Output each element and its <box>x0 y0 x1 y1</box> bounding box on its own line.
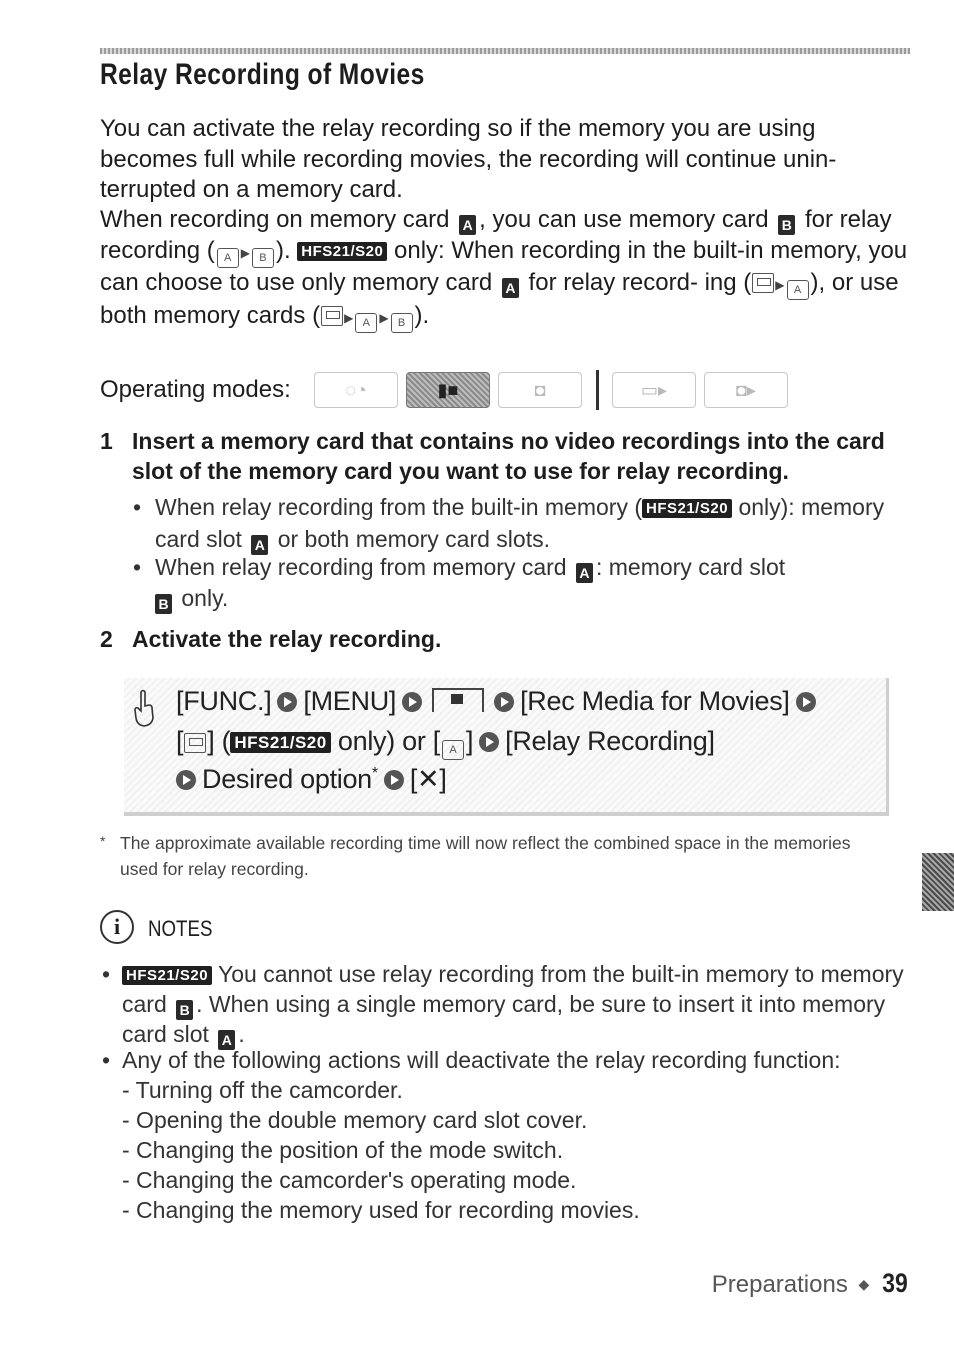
slot-b-icon: B <box>391 313 413 333</box>
touch-hand-icon <box>132 688 158 728</box>
intro-paragraph-2 <box>100 205 910 333</box>
note-1-text-c: . <box>238 1021 245 1047</box>
note-2-text: Any of the following actions will deactivate the relay recording function: <box>122 1047 841 1073</box>
intro-text-1: You can activate the relay recording so if the memory you are using becomes full while recording movies, the recording will continue unin- terrupted on a memory card. <box>100 115 837 203</box>
built-in-memory-icon[interactable] <box>184 733 206 753</box>
bullet-2-text-c: only. <box>181 585 229 611</box>
deactivate-item-3: - Changing the position of the mode switch. <box>122 1137 564 1163</box>
bracket-open: [ <box>176 726 184 756</box>
note-1 <box>100 960 910 1050</box>
step-arrow-icon <box>402 692 422 712</box>
bracket-close: ] <box>207 726 215 756</box>
top-rule <box>100 48 910 54</box>
bullet-dot: • <box>102 1047 111 1073</box>
operating-modes-row <box>100 368 800 412</box>
bullet-dot: • <box>133 554 142 580</box>
slot-a-icon: A <box>787 280 809 300</box>
step-arrow-icon <box>384 770 404 790</box>
built-in-memory-icon <box>321 306 343 326</box>
bracket-close: ] <box>465 726 474 756</box>
model-badge: HFS21/S20 <box>642 499 732 518</box>
footer-section: Preparations <box>711 1271 848 1298</box>
func-button[interactable]: [FUNC.] <box>176 686 272 716</box>
footer-separator: ◆ <box>858 1276 870 1292</box>
deactivate-item-2: - Opening the double memory card slot cover. <box>122 1107 588 1133</box>
intro-text-2a: When recording on memory card <box>100 206 450 233</box>
step-1-bullet-1 <box>133 492 893 552</box>
card-b-icon: B <box>155 594 172 614</box>
relay-arrow-icon: ▶ <box>775 278 785 292</box>
note-1-text-b: . When using a single memory card, be sure to insert it into memory card slot <box>122 991 886 1047</box>
model-badge: HFS21/S20 <box>297 242 387 261</box>
step-arrow-icon <box>494 692 514 712</box>
footnote-text: The approximate available recording time will now reflect the combined space in the memories used for relay recording. <box>120 833 851 879</box>
rec-media-menu-item[interactable]: [Rec Media for Movies] <box>520 686 790 716</box>
procedure-line-2 <box>176 726 715 760</box>
intro-text-2d: ). <box>275 236 291 264</box>
footnote-ref: * <box>371 765 378 782</box>
paren-open: ( <box>221 726 231 756</box>
deactivate-item-4: - Changing the camcorder's operating mode. <box>122 1167 577 1193</box>
footnote-mark: * <box>100 833 106 849</box>
built-in-memory-icon <box>752 273 774 293</box>
card-a-icon: A <box>459 215 476 235</box>
movie-mode-icon: ▮■ <box>406 372 490 408</box>
bullet-1-text-c: or both memory card slots. <box>277 526 550 552</box>
relay-recording-item[interactable]: [Relay Recording] <box>505 726 715 756</box>
page-title: Relay Recording of Movies <box>100 58 425 91</box>
intro-text-2g: ), or use both memory cards ( <box>100 269 899 329</box>
deactivate-item-1: - Turning off the camcorder. <box>122 1077 403 1103</box>
bullet-dot: • <box>102 961 111 987</box>
note-1-text-a: You cannot use relay recording from the built-in memory to memory card <box>122 961 904 1017</box>
bullet-2-text-a: When relay recording from memory card <box>155 554 567 580</box>
intro-text-2h: ). <box>414 301 430 329</box>
card-a-icon: A <box>502 278 519 298</box>
mode-separator <box>596 370 599 410</box>
playback-photo-icon: ◘▸ <box>704 372 788 408</box>
section-thumb-tab <box>922 853 954 911</box>
model-badge: HFS21/S20 <box>122 966 212 985</box>
photo-mode-icon: ◘ <box>498 372 582 408</box>
intro-text-2f: for relay record- ing ( <box>528 269 752 296</box>
card-b-icon: B <box>778 215 795 235</box>
step-arrow-icon <box>479 732 499 752</box>
page-footer <box>712 1268 910 1299</box>
intro-text-2b: , you can use memory card <box>479 206 769 233</box>
intro-text-2c: for relay recording ( <box>100 206 892 264</box>
page-number: 39 <box>882 1268 908 1298</box>
bullet-2-text-b: : memory card slot <box>595 554 786 580</box>
slot-a-icon: A <box>217 248 239 268</box>
intro-paragraph-1 <box>100 114 910 206</box>
step-2-text: Activate the relay recording. <box>132 626 442 652</box>
slot-a-icon[interactable]: A <box>442 740 464 760</box>
slot-b-icon: B <box>252 248 274 268</box>
card-a-icon: A <box>251 535 268 555</box>
step-1-text: Insert a memory card that contains no video recordings into the card slot of the memory card you want to use for relay recording. <box>132 428 885 484</box>
step-arrow-icon <box>176 770 196 790</box>
info-icon: i <box>100 910 134 944</box>
operating-modes-label: Operating modes: <box>100 376 291 403</box>
relay-arrow-icon: ▶ <box>379 310 389 325</box>
model-badge: HFS21/S20 <box>230 732 330 753</box>
only-or-text: only) or <box>337 726 426 756</box>
procedure-line-3 <box>176 764 447 795</box>
camera-setup-menu-icon[interactable] <box>432 688 484 712</box>
bullet-1-text-b: only): memory card slot <box>155 494 885 552</box>
card-a-icon: A <box>218 1030 235 1050</box>
card-a-icon: A <box>576 563 593 583</box>
procedure-line-1 <box>176 686 822 717</box>
step-1-bullet-2 <box>133 552 893 612</box>
step-1-number: 1 <box>100 428 113 454</box>
bullet-dot: • <box>133 494 142 520</box>
notes-label: NOTES <box>148 916 213 941</box>
desired-option[interactable]: Desired option <box>202 764 372 794</box>
menu-procedure-box <box>124 678 889 816</box>
relay-arrow-icon: ▶ <box>344 310 354 325</box>
step-arrow-icon <box>277 692 297 712</box>
deactivate-item-5: - Changing the memory used for recording movies. <box>122 1197 640 1223</box>
menu-button[interactable]: [MENU] <box>303 686 397 716</box>
bullet-1-text-a: When relay recording from the built-in memory ( <box>155 494 642 520</box>
relay-arrow-icon: ▶ <box>240 245 250 260</box>
intro-text-2e: only: When recording in the built-in memory, you can choose to use only memory card <box>100 236 908 296</box>
close-button[interactable]: [✕] <box>409 764 447 794</box>
card-b-icon: B <box>176 1000 193 1020</box>
slot-a-icon: A <box>355 313 377 333</box>
auto-mode-icon: ◌◔ <box>314 372 398 408</box>
step-arrow-icon <box>796 692 816 712</box>
step-2-number: 2 <box>100 626 113 652</box>
bracket-open: [ <box>432 726 440 756</box>
playback-movie-icon: ▭▸ <box>612 372 696 408</box>
